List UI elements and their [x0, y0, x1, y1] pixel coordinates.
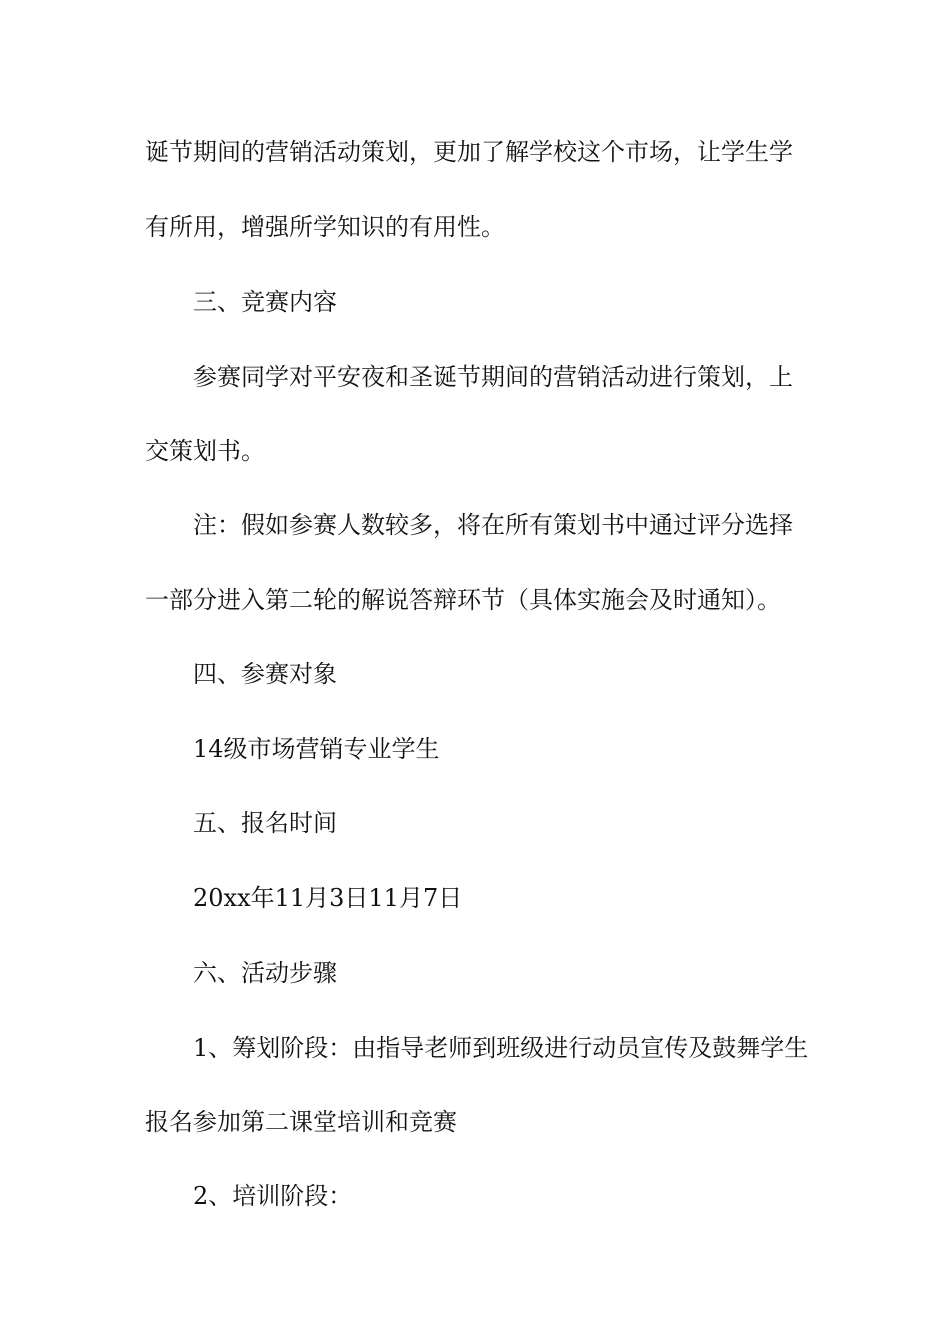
paragraph-line: 有所用，增强所学知识的有用性。 — [145, 213, 505, 241]
paragraph-line: 报名参加第二课堂培训和竞赛 — [145, 1108, 457, 1136]
section-heading: 六、活动步骤 — [193, 959, 337, 987]
paragraph-line: 20xx年11月3日11月7日 — [193, 884, 463, 912]
section-heading: 五、报名时间 — [193, 809, 337, 837]
paragraph-line: 交策划书。 — [145, 437, 265, 465]
paragraph-line: 诞节期间的营销活动策划，更加了解学校这个市场，让学生学 — [145, 138, 793, 166]
paragraph-line: 14级市场营销专业学生 — [193, 735, 440, 763]
note-line: 注：假如参赛人数较多，将在所有策划书中通过评分选择 — [193, 511, 793, 539]
note-line: 一部分进入第二轮的解说答辩环节（具体实施会及时通知）。 — [145, 586, 781, 614]
section-heading: 四、参赛对象 — [193, 660, 337, 688]
paragraph-line: 参赛同学对平安夜和圣诞节期间的营销活动进行策划，上 — [193, 363, 793, 391]
section-heading: 三、竞赛内容 — [193, 288, 337, 316]
paragraph-line: 1、筹划阶段：由指导老师到班级进行动员宣传及鼓舞学生 — [193, 1034, 809, 1062]
paragraph-line: 2、培训阶段： — [193, 1182, 353, 1210]
